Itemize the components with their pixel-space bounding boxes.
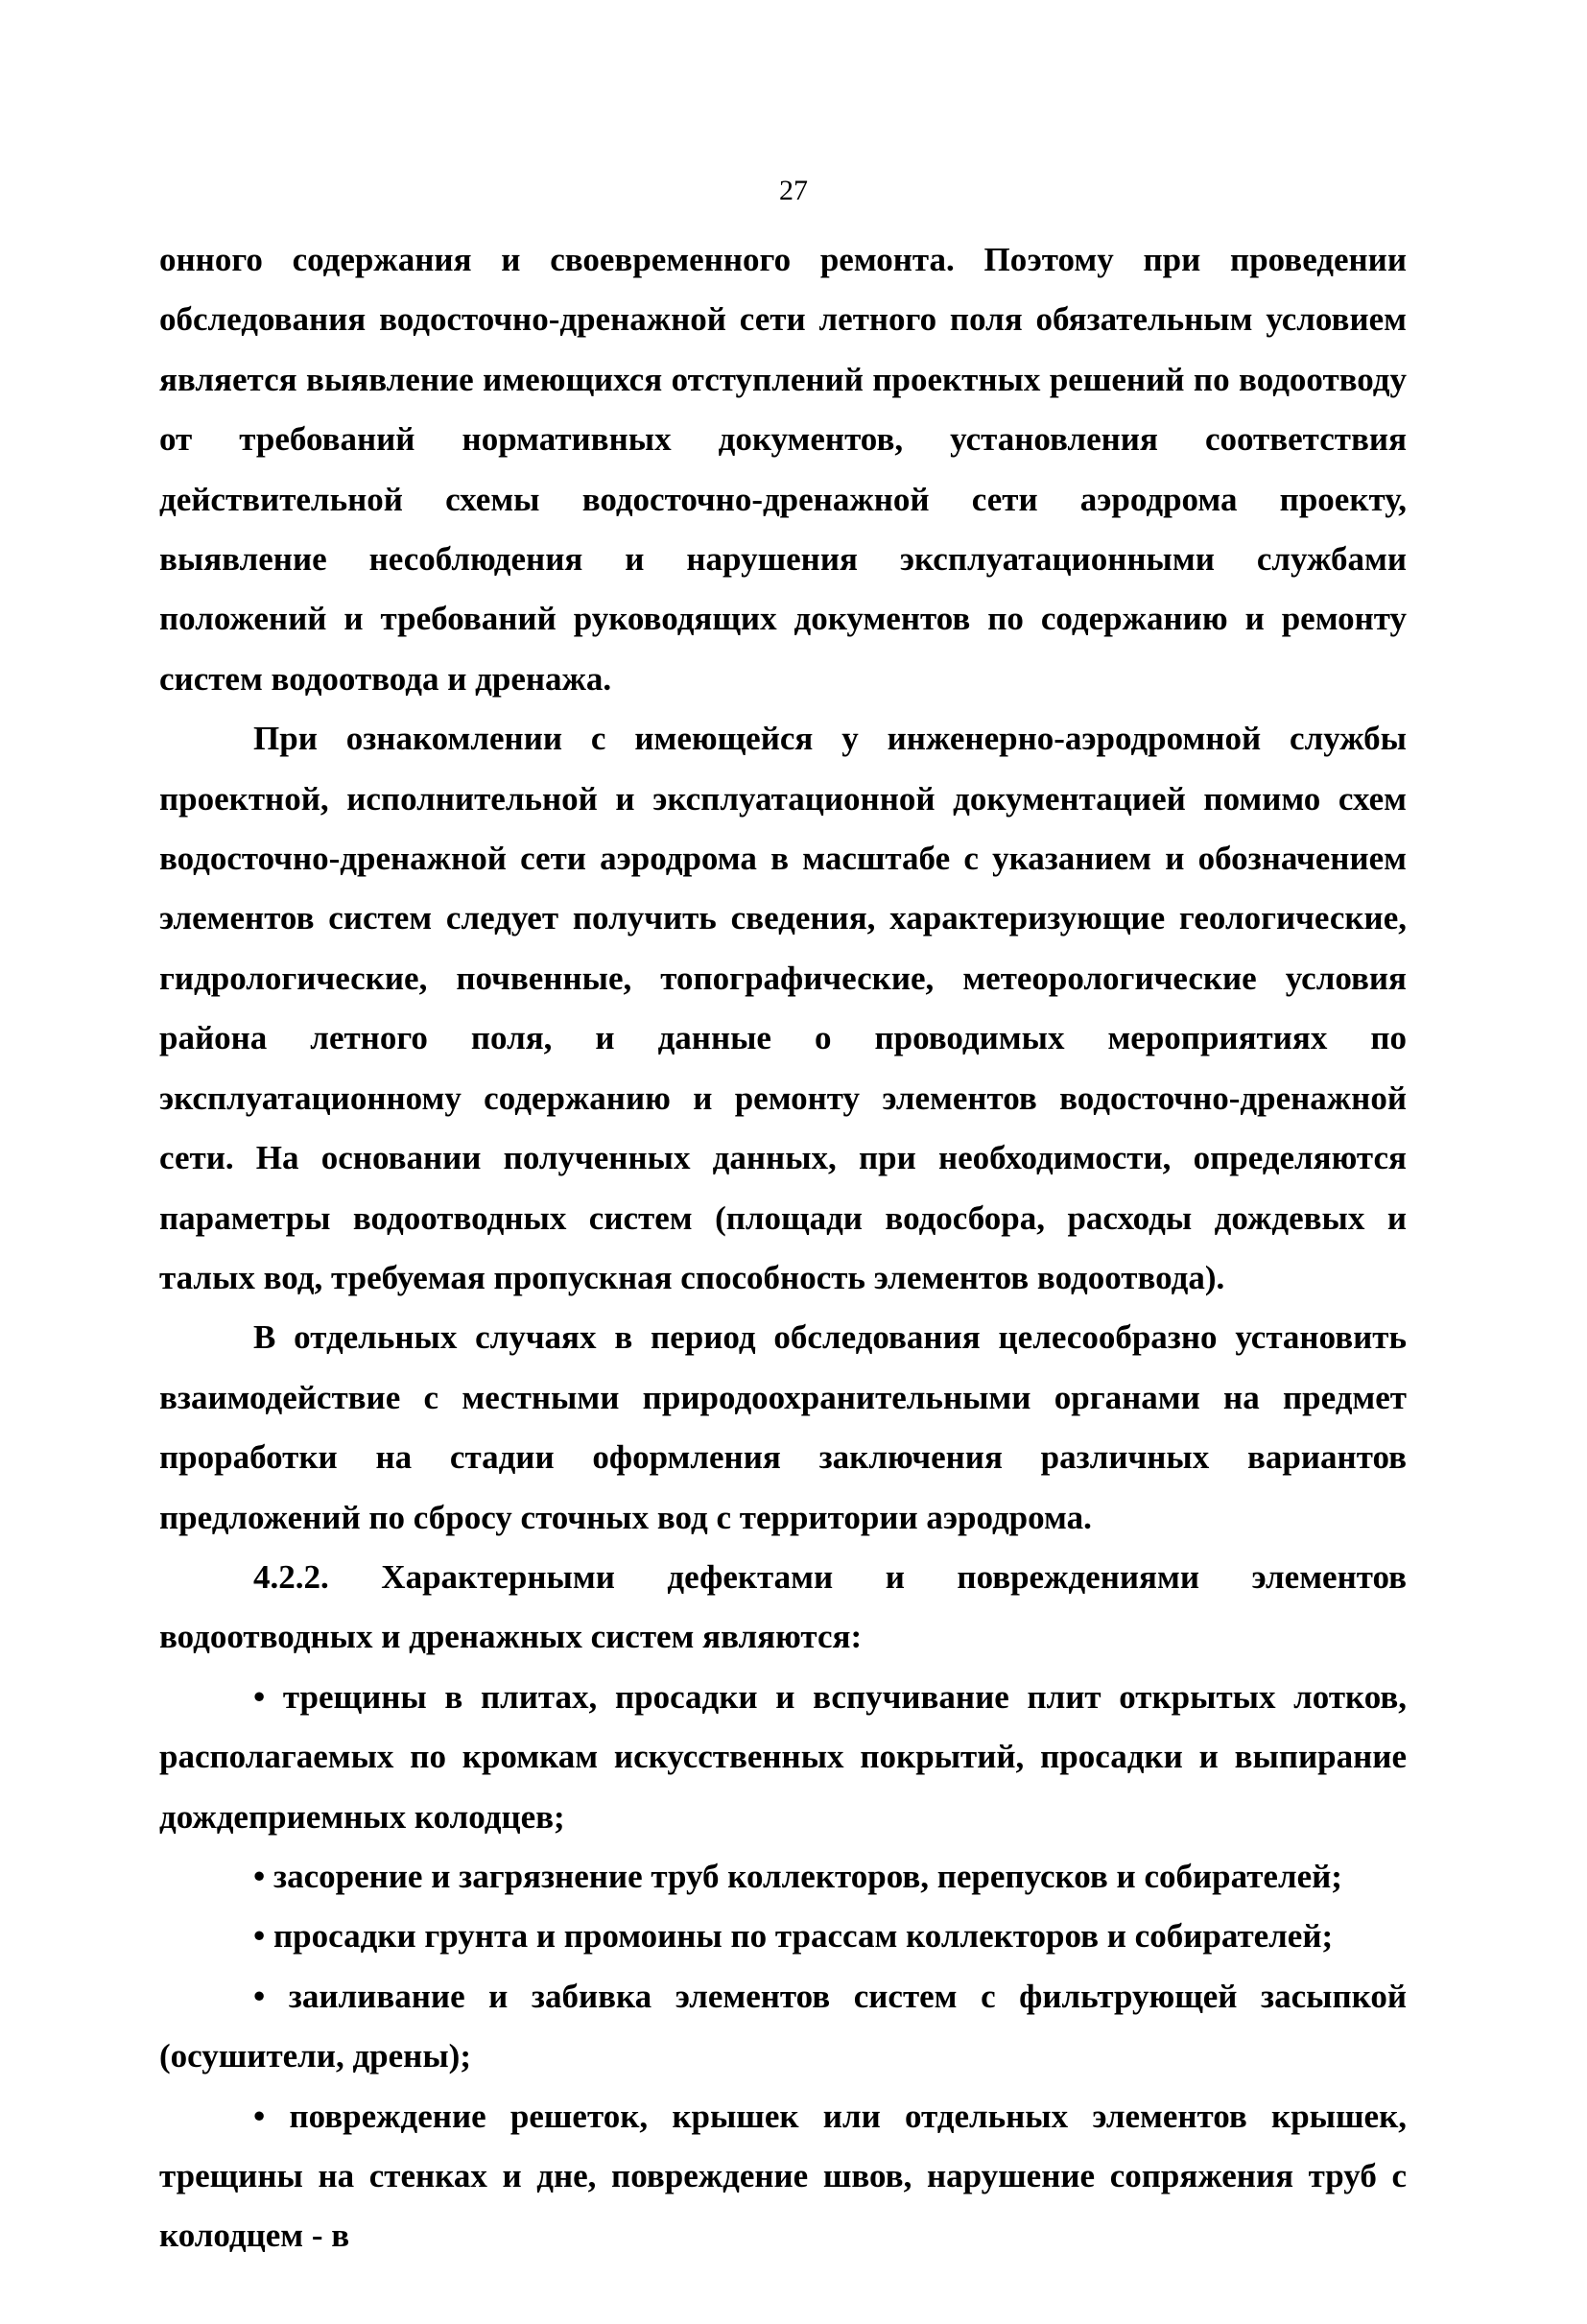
- page-number: 27: [779, 175, 808, 206]
- list-item-2: • засорение и загрязнение труб коллекторов, перепусков и собирателей;: [253, 1857, 1342, 1895]
- paragraph-1: онного содержания и своевременного ремонта. Поэтому при проведении обследования водосточно-дренажной сети летного поля обязательным условием является выявление имеющихся отступлений проектных решений по водоотводу от требований нормативных документов, установления соответствия действительной схемы водосточно-дренажной сети аэродрома проекту, выявление несоблюдения и нарушения эксплуатационными службами положений и требований руководящих документов по содержанию и ремонту систем водоотвода и дренажа.: [159, 241, 1407, 698]
- list-item-5: • повреждение решеток, крышек или отдельных элементов крышек, трещины на стенках и дне, повреждение швов, нарушение сопряжения труб с колодцем - в: [159, 2097, 1407, 2255]
- document-body: [159, 230, 1407, 2266]
- paragraph-4: 4.2.2. Характерными дефектами и повреждениями элементов водоотводных и дренажных систем являются:: [159, 1557, 1407, 1656]
- paragraph-3: В отдельных случаях в период обследования целесообразно установить взаимодействие с местными природоохранительными органами на предмет проработки на стадии оформления заключения различных вариантов предложений по сбросу сточных вод с территории аэродрома.: [159, 1318, 1407, 1536]
- paragraph-2: При ознакомлении с имеющейся у инженерно-аэродромной службы проектной, исполнительной и эксплуатационной документацией помимо схем водосточно-дренажной сети аэродрома в масштабе с указанием и обозначением элементов систем следует получить сведения, характеризующие геологические, гидрологические, почвенные, топографические, метеорологические условия района летного поля, и данные о проводимых мероприятиях по эксплуатационному содержанию и ремонту элементов водосточно-дренажной сети. На основании полученных данных, при необходимости, определяются параметры водоотводных систем (площади водосбора, расходы дождевых и талых вод, требуемая пропускная способность элементов водоотвода).: [159, 720, 1407, 1296]
- list-item-3: • просадки грунта и промоины по трассам коллекторов и собирателей;: [253, 1917, 1334, 1956]
- list-item-1: • трещины в плитах, просадки и вспучивание плит открытых лотков, располагаемых по кромкам искусственных покрытий, просадки и выпирание дождеприемных колодцев;: [159, 1677, 1407, 1836]
- list-item-4: • заиливание и забивка элементов систем с фильтрующей засыпкой (осушители, дрены);: [159, 1977, 1407, 2075]
